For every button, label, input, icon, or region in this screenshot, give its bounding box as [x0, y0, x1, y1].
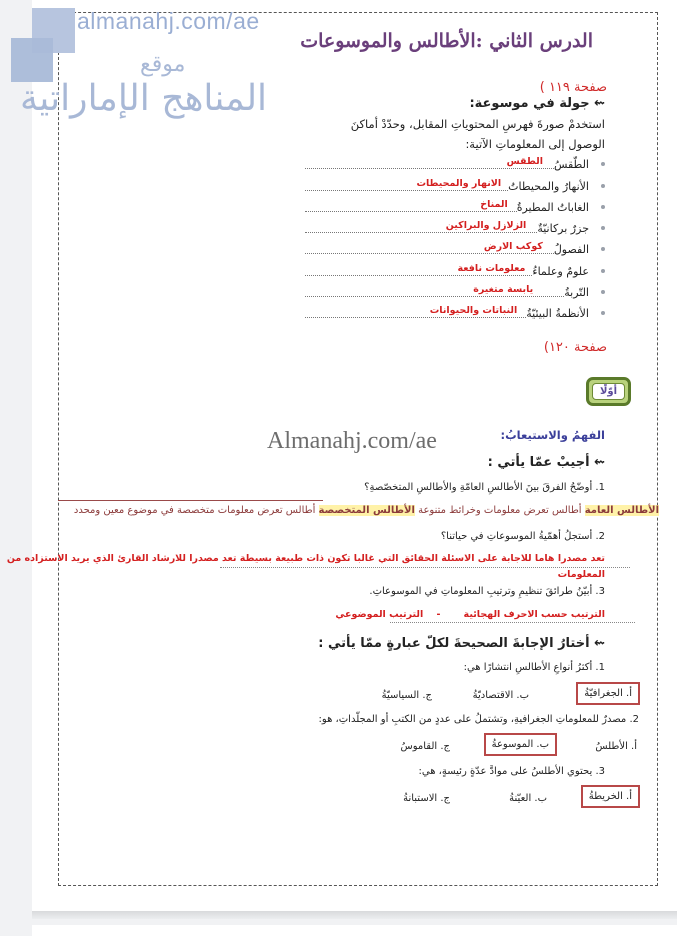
handwritten-answer: المناخ: [480, 198, 508, 210]
page-shadow: [32, 911, 677, 919]
mcq-question-3: 3. يحتوي الأطلسُ على موادَّ عدّةٍ رئيسةٍ، هي:: [418, 766, 605, 777]
watermark-site-name: المناهج الإماراتية: [20, 78, 268, 119]
question-3: 3. أبيّنُ طرائقَ تنظيمِ وترتيبِ المعلوماتِ في الموسوعاتِ.: [369, 586, 605, 597]
watermark-url: almanahj.com/ae: [77, 8, 260, 34]
handwritten-answer: كوكب الارض: [483, 240, 543, 252]
item-label: الطّقسُ: [553, 157, 589, 171]
section-heading-encyclopedia-tour: ⇜ جولة في موسوعة:: [469, 96, 605, 111]
comprehension-subheading: الفهمُ والاستيعابُ:: [500, 428, 605, 442]
handwritten-answer: الزلازل والبراكين: [445, 219, 527, 231]
item-label: الأنهارُ والمحيطاتُ: [508, 179, 589, 193]
list-item: [305, 262, 605, 280]
question-3-answer: الترتيب حسب الاحرف الهجائية - الترتيب الموضوعي: [335, 609, 605, 620]
handwritten-answer: معلومات نافعة: [457, 262, 526, 274]
watermark-site-word: موقع: [140, 52, 186, 77]
bullet-icon: [601, 269, 605, 273]
list-item: [305, 304, 605, 322]
list-item: [305, 177, 605, 195]
page-reference-119: صفحة ١١٩ ): [539, 80, 607, 95]
question-1: 1. أوضّحُ الفرقَ بينَ الأطالسِ العامّةِ والأطالسِ المتخصّصةِ؟: [364, 482, 605, 493]
list-item: [305, 198, 605, 216]
item-label: الغاباتُ المطيرةُ: [516, 200, 589, 214]
mcq-3-choice-a-selected[interactable]: أ. الخريطةُ: [581, 785, 640, 808]
mcq-3-choice-b[interactable]: ب. العيّنةُ: [509, 793, 547, 804]
choose-correct-heading: ⇜ أختارُ الإجابةَ الصحيحةَ لكلّ عبارةٍ ممّا يأتي :: [318, 636, 605, 651]
question-2-answer: تعد مصدرا هاما للاجابة على الاسئلة الحقائق التي غالبا تكون ذات طبيعة بسيطة تعد مصدرا للارشاد القارئ الذي يريد الاستزاده من: [6, 553, 605, 564]
question-2: 2. أستجلُ أهمّيةُ الموسوعاتِ في حياتنا؟: [440, 531, 605, 542]
list-item: [305, 219, 605, 237]
question-2-answer-cont: المعلومات: [557, 569, 605, 580]
mcq-2-choice-b-selected[interactable]: ب. الموسوعةُ: [484, 733, 557, 756]
mcq-1-choice-c[interactable]: ج. السياسيّةُ: [381, 690, 432, 701]
answer-top-rule: [58, 500, 323, 501]
mcq-2-choice-c[interactable]: ج. القاموسُ: [400, 741, 450, 752]
item-label: جزرٌ بركانيّةٌ: [537, 221, 589, 235]
first-section-badge: [586, 377, 631, 406]
instruction-text: الوصول إلى المعلوماتِ الآتية:: [465, 137, 605, 151]
answer-dotted-line: [390, 622, 635, 623]
lesson-title: الدرس الثاني :الأطالس والموسوعات: [300, 30, 593, 52]
answer-dotted-line: [220, 567, 630, 568]
bullet-icon: [601, 247, 605, 251]
bullet-icon: [601, 290, 605, 294]
mcq-2-choice-a[interactable]: أ. الأطلسُ: [595, 741, 637, 752]
center-watermark-url: Almanahj.com/ae: [267, 428, 437, 454]
list-item: [305, 283, 605, 301]
page-reference-120: صفحة ١٢٠): [543, 340, 607, 355]
bullet-icon: [601, 205, 605, 209]
instruction-text: استخدمْ صورةَ فهرسِ المحتوياتِ المقابل، وحدّدْ أماكنَ: [350, 117, 605, 131]
mcq-1-choice-b[interactable]: ب. الاقتصاديّةُ: [472, 690, 529, 701]
handwritten-answer: يابسة متغيرة: [473, 283, 534, 295]
next-page-strip: [0, 919, 677, 936]
mcq-question-1: 1. أكثرُ أنواعِ الأطالسِ انتشارًا هي:: [463, 662, 605, 673]
mcq-3-choice-c[interactable]: ج. الاستبانةُ: [403, 793, 450, 804]
list-item: [305, 155, 605, 173]
handwritten-answer: الانهار والمحيطات: [416, 177, 502, 189]
answer-following-heading: ⇜ أجيبْ عمّا يأتي :: [487, 455, 605, 470]
bullet-icon: [601, 184, 605, 188]
badge-label: أوّلًا: [592, 383, 625, 400]
list-item: [305, 240, 605, 258]
handwritten-answer: الطقس: [506, 155, 543, 167]
item-label: الفصولُ: [553, 242, 589, 256]
bullet-icon: [601, 162, 605, 166]
bullet-icon: [601, 311, 605, 315]
handwritten-answer: النباتات والحيوانات: [429, 304, 518, 316]
mcq-1-choice-a-selected[interactable]: أ. الجغرافيّةُ: [576, 682, 640, 705]
item-label: التّربةُ: [564, 285, 589, 299]
watermark-logo-block: [11, 38, 53, 82]
question-1-answer: الأطالس العامة أطالس تعرض معلومات وخرائط متنوعة الأطالس المتخصصة أطالس تعرض معلومات متخصصة في موضوع معين ومحدد: [73, 505, 659, 516]
item-label: الأنظمةُ البيئيّةُ: [526, 306, 589, 320]
bullet-icon: [601, 226, 605, 230]
item-label: علومٌ وعلماءُ: [532, 264, 589, 278]
mcq-question-2: 2. مصدرٌ للمعلوماتِ الجغرافيةِ، وتشتملُ على عددٍ من الكتبِ أو المجلّداتِ، هو:: [318, 714, 639, 725]
